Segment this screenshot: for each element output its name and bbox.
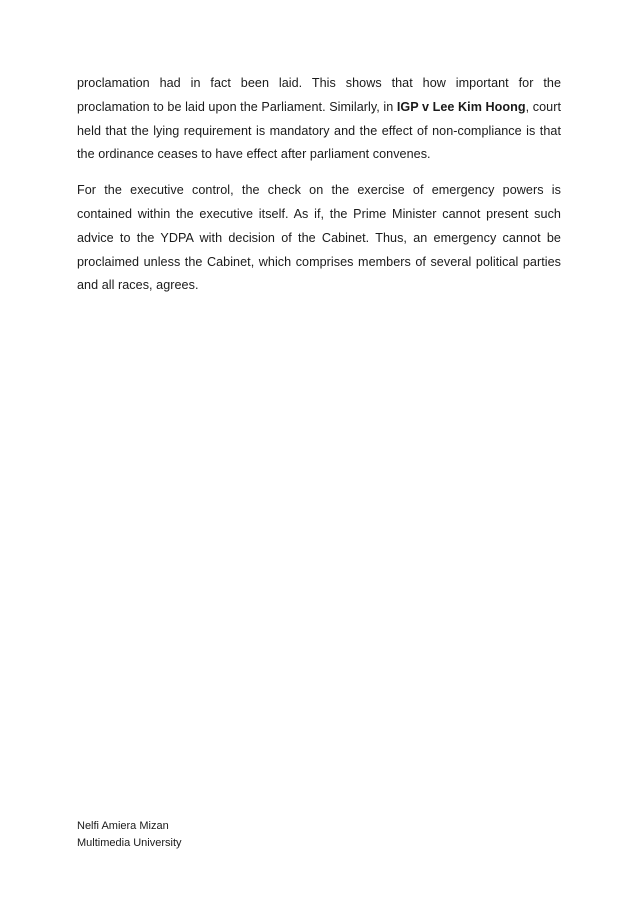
paragraph-1-text-after: , court held that the lying requirement is mandatory and the effect of non-compliance is that the ordinance ceases to have effect after parliament convenes. — [77, 99, 561, 162]
page-footer — [77, 818, 377, 852]
document-body — [77, 72, 561, 310]
footer-institution: Multimedia University — [77, 837, 182, 849]
case-name: IGP v Lee Kim Hoong — [396, 99, 526, 114]
paragraph-1-text-before: proclamation had in fact been laid. This shows that how important for the proclamation to be laid upon the Parliament. Similarly, in — [77, 76, 561, 114]
footer-author: Nelfi Amiera Mizan — [77, 820, 169, 832]
paragraph-1 — [77, 72, 561, 167]
paragraph-2: For the executive control, the check on the exercise of emergency powers is contained within the executive itself. As if, the Prime Minister cannot present such advice to the YDPA with decision of the Cabinet. Thus, an emergency cannot be proclaimed unless the Cabinet, which comprises members of several political parties and all races, agrees. — [77, 183, 561, 293]
